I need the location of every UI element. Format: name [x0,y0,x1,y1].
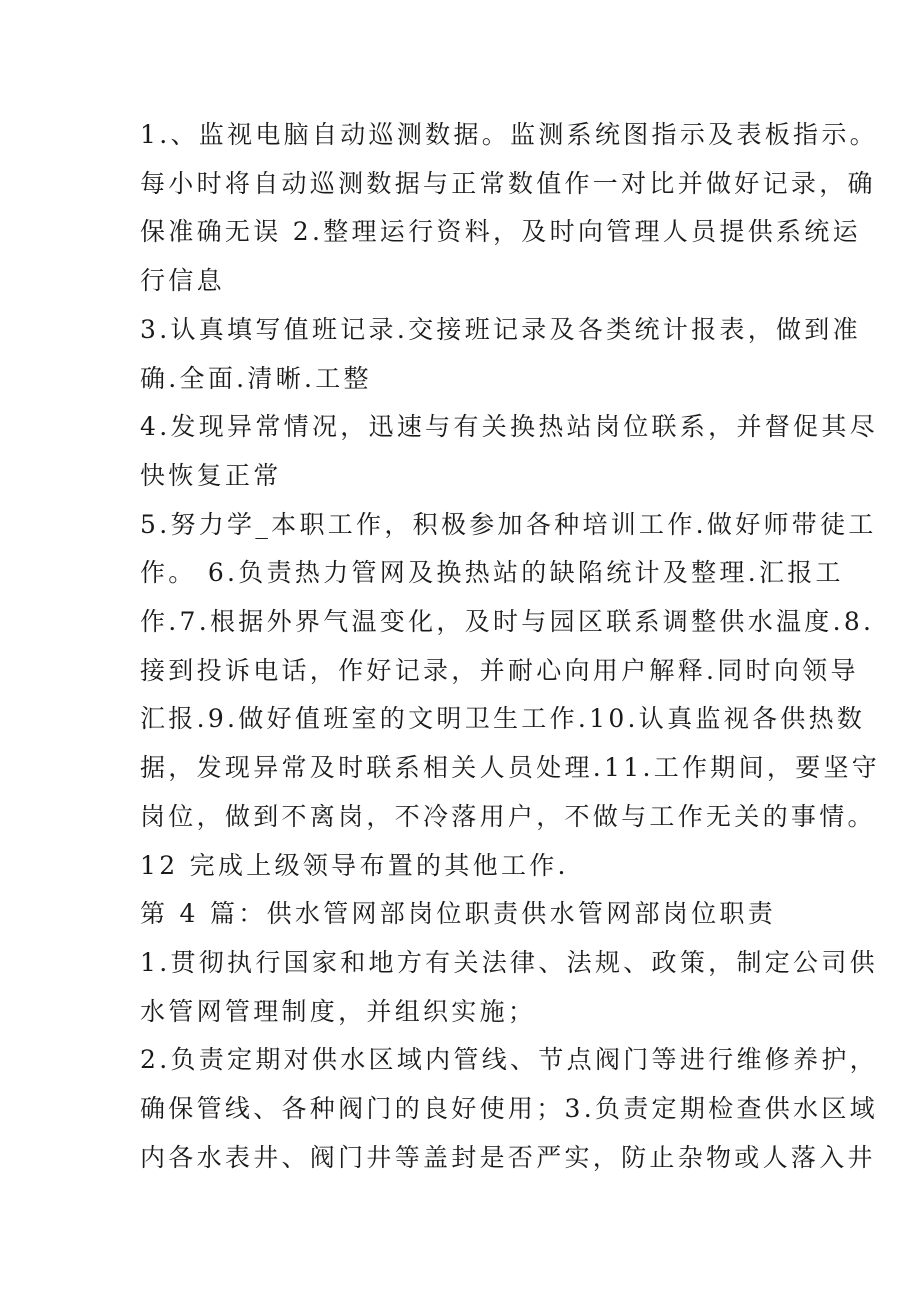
section-heading: 第 4 篇：供水管网部岗位职责供水管网部岗位职责 [140,899,777,929]
text-line: 2.负责定期对供水区域内管线、节点阀门等进行维修养护， [140,1045,878,1075]
text-line: 5.努力学_本职工作，积极参加各种培训工作.做好师带徒工 [140,509,877,539]
text-line: 汇报.9.做好值班室的文明卫生工作.10.认真监视各供热数 [140,704,866,734]
text-line: 确保管线、各种阀门的良好使用；3.负责定期检查供水区域 [140,1094,878,1124]
text-line: 内各水表井、阀门井等盖封是否严实，防止杂物或人落入井 [140,1142,876,1172]
document-body [140,111,920,1182]
text-line: 每小时将自动巡测数据与正常数值作一对比并做好记录，确 [140,168,876,198]
text-line: 12 完成上级领导布置的其他工作. [140,850,569,880]
text-line: 1.贯彻执行国家和地方有关法律、法规、政策，制定公司供 [140,947,878,977]
text-line: 据，发现异常及时联系相关人员处理.11.工作期间，要坚守 [140,753,881,783]
text-line: 水管网管理制度，并组织实施； [140,996,537,1026]
text-line: 保准确无误 2.整理运行资料，及时向管理人员提供系统运 [140,217,861,247]
text-line: 1.、监视电脑自动巡测数据。监测系统图指示及表板指示。 [140,120,878,149]
text-line: 快恢复正常 [140,460,282,490]
text-line: 3.认真填写值班记录.交接班记录及各类统计报表，做到准 [140,314,861,344]
text-line: 4.发现异常情况，迅速与有关换热站岗位联系，并督促其尽 [140,412,878,442]
text-line: 作.7.根据外界气温变化，及时与园区联系调整供水温度.8. [140,607,875,637]
text-line: 岗位，做到不离岗，不冷落用户，不做与工作无关的事情。 [140,801,876,831]
text-line: 接到投诉电话，作好记录，并耐心向用户解释.同时向领导 [140,655,859,685]
text-line: 作。 6.负责热力管网及换热站的缺陷统计及整理.汇报工 [140,558,844,588]
text-line: 行信息 [140,266,225,296]
text-line: 确.全面.清晰.工整 [140,363,372,393]
